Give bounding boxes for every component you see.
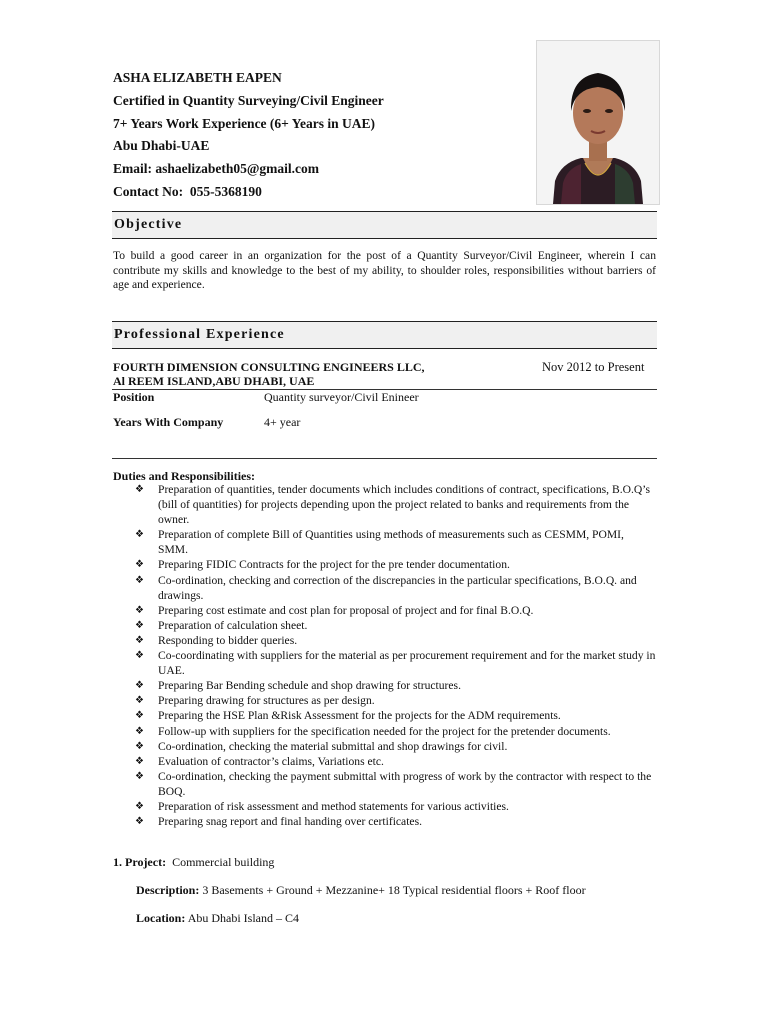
position-label: Position	[113, 390, 155, 404]
list-item: ❖ Evaluation of contractor’s claims, Variations etc.	[113, 754, 656, 769]
certification-line: Certified in Quantity Surveying/Civil Engineer	[113, 93, 384, 108]
years-label: Years With Company	[113, 415, 224, 429]
details-divider	[112, 458, 657, 459]
email-label: Email:	[113, 161, 152, 176]
contact-label: Contact No:	[113, 184, 184, 199]
contact-value: 055-5368190	[189, 184, 262, 199]
list-item: ❖ Preparing snag report and final handing over certificates.	[113, 814, 656, 829]
contact-line	[113, 184, 262, 200]
profile-photo	[536, 40, 660, 205]
project-description	[136, 883, 586, 898]
project-line	[113, 855, 274, 870]
email-line	[113, 161, 319, 177]
company-address: Al REEM ISLAND,ABU DHABI, UAE	[113, 374, 315, 388]
list-item: ❖ Co-ordination, checking and correction of the discrepancies in the particular specifications, B.O.Q. and drawings.	[113, 573, 656, 603]
list-item: ❖ Preparation of risk assessment and method statements for various activities.	[113, 799, 656, 814]
location-line: Abu Dhabi-UAE	[113, 138, 210, 153]
list-item: ❖ Follow-up with suppliers for the specification needed for the project for the pretender documents.	[113, 724, 656, 739]
experience-heading: Professional Experience	[114, 327, 285, 342]
list-item: ❖ Preparation of calculation sheet.	[113, 618, 656, 633]
list-item: ❖ Preparing cost estimate and cost plan for proposal of project and for final B.O.Q.	[113, 603, 656, 618]
project-value: Commercial building	[172, 855, 275, 869]
description-label: Description:	[136, 883, 200, 897]
objective-text: To build a good career in an organization for the post of a Quantity Surveyor/Civil Engineer, wherein I can contribute my skills and knowledge to the best of my ability, to shoulder roles, responsibilities without barriers of age and experience.	[113, 249, 656, 292]
objective-heading: Objective	[114, 217, 183, 232]
email-value[interactable]: ashaelizabeth05@gmail.com	[155, 161, 320, 176]
years-value: 4+ year	[264, 415, 301, 429]
experience-summary: 7+ Years Work Experience (6+ Years in UAE)	[113, 116, 375, 131]
company-name: FOURTH DIMENSION CONSULTING ENGINEERS LLC,	[113, 360, 425, 374]
location-label: Location:	[136, 911, 186, 925]
list-item: ❖ Preparation of complete Bill of Quantities using methods of measurements such as CESMM, POMI, SMM.	[113, 527, 656, 557]
project-label: 1. Project:	[113, 855, 167, 869]
list-item: ❖ Preparing drawing for structures as per design.	[113, 693, 656, 708]
list-item: ❖ Co-coordinating with suppliers for the material as per procurement requirement and for the market study in UAE.	[113, 648, 656, 678]
duties-heading: Duties and Responsibilities:	[113, 469, 256, 483]
profile-photo-graphic	[537, 41, 659, 204]
list-item: ❖ Preparing the HSE Plan &Risk Assessment for the projects for the ADM requirements.	[113, 708, 656, 723]
list-item: ❖ Preparation of quantities, tender documents which includes conditions of contract, specifications, B.O.Q’s (bill of quantities) for projects depending upon the project related to banks and requirements from the owner.	[113, 482, 656, 527]
list-item: ❖ Responding to bidder queries.	[113, 633, 656, 648]
project-location	[136, 911, 299, 926]
list-item: ❖ Co-ordination, checking the payment submittal with progress of work by the contractor with respect to the BOQ.	[113, 769, 656, 799]
description-value: 3 Basements + Ground + Mezzanine+ 18 Typical residential floors + Roof floor	[202, 883, 586, 897]
employment-period: Nov 2012 to Present	[542, 360, 645, 374]
location-value: Abu Dhabi Island – C4	[187, 911, 300, 925]
list-item: ❖ Preparing FIDIC Contracts for the project for the pre tender documentation.	[113, 557, 656, 572]
experience-heading-bar	[112, 321, 657, 349]
objective-heading-bar	[112, 211, 657, 239]
duties-list	[113, 482, 656, 829]
list-item: ❖ Preparing Bar Bending schedule and shop drawing for structures.	[113, 678, 656, 693]
position-value: Quantity surveyor/Civil Enineer	[264, 390, 419, 404]
list-item: ❖ Co-ordination, checking the material submittal and shop drawings for civil.	[113, 739, 656, 754]
candidate-name: ASHA ELIZABETH EAPEN	[113, 70, 282, 85]
